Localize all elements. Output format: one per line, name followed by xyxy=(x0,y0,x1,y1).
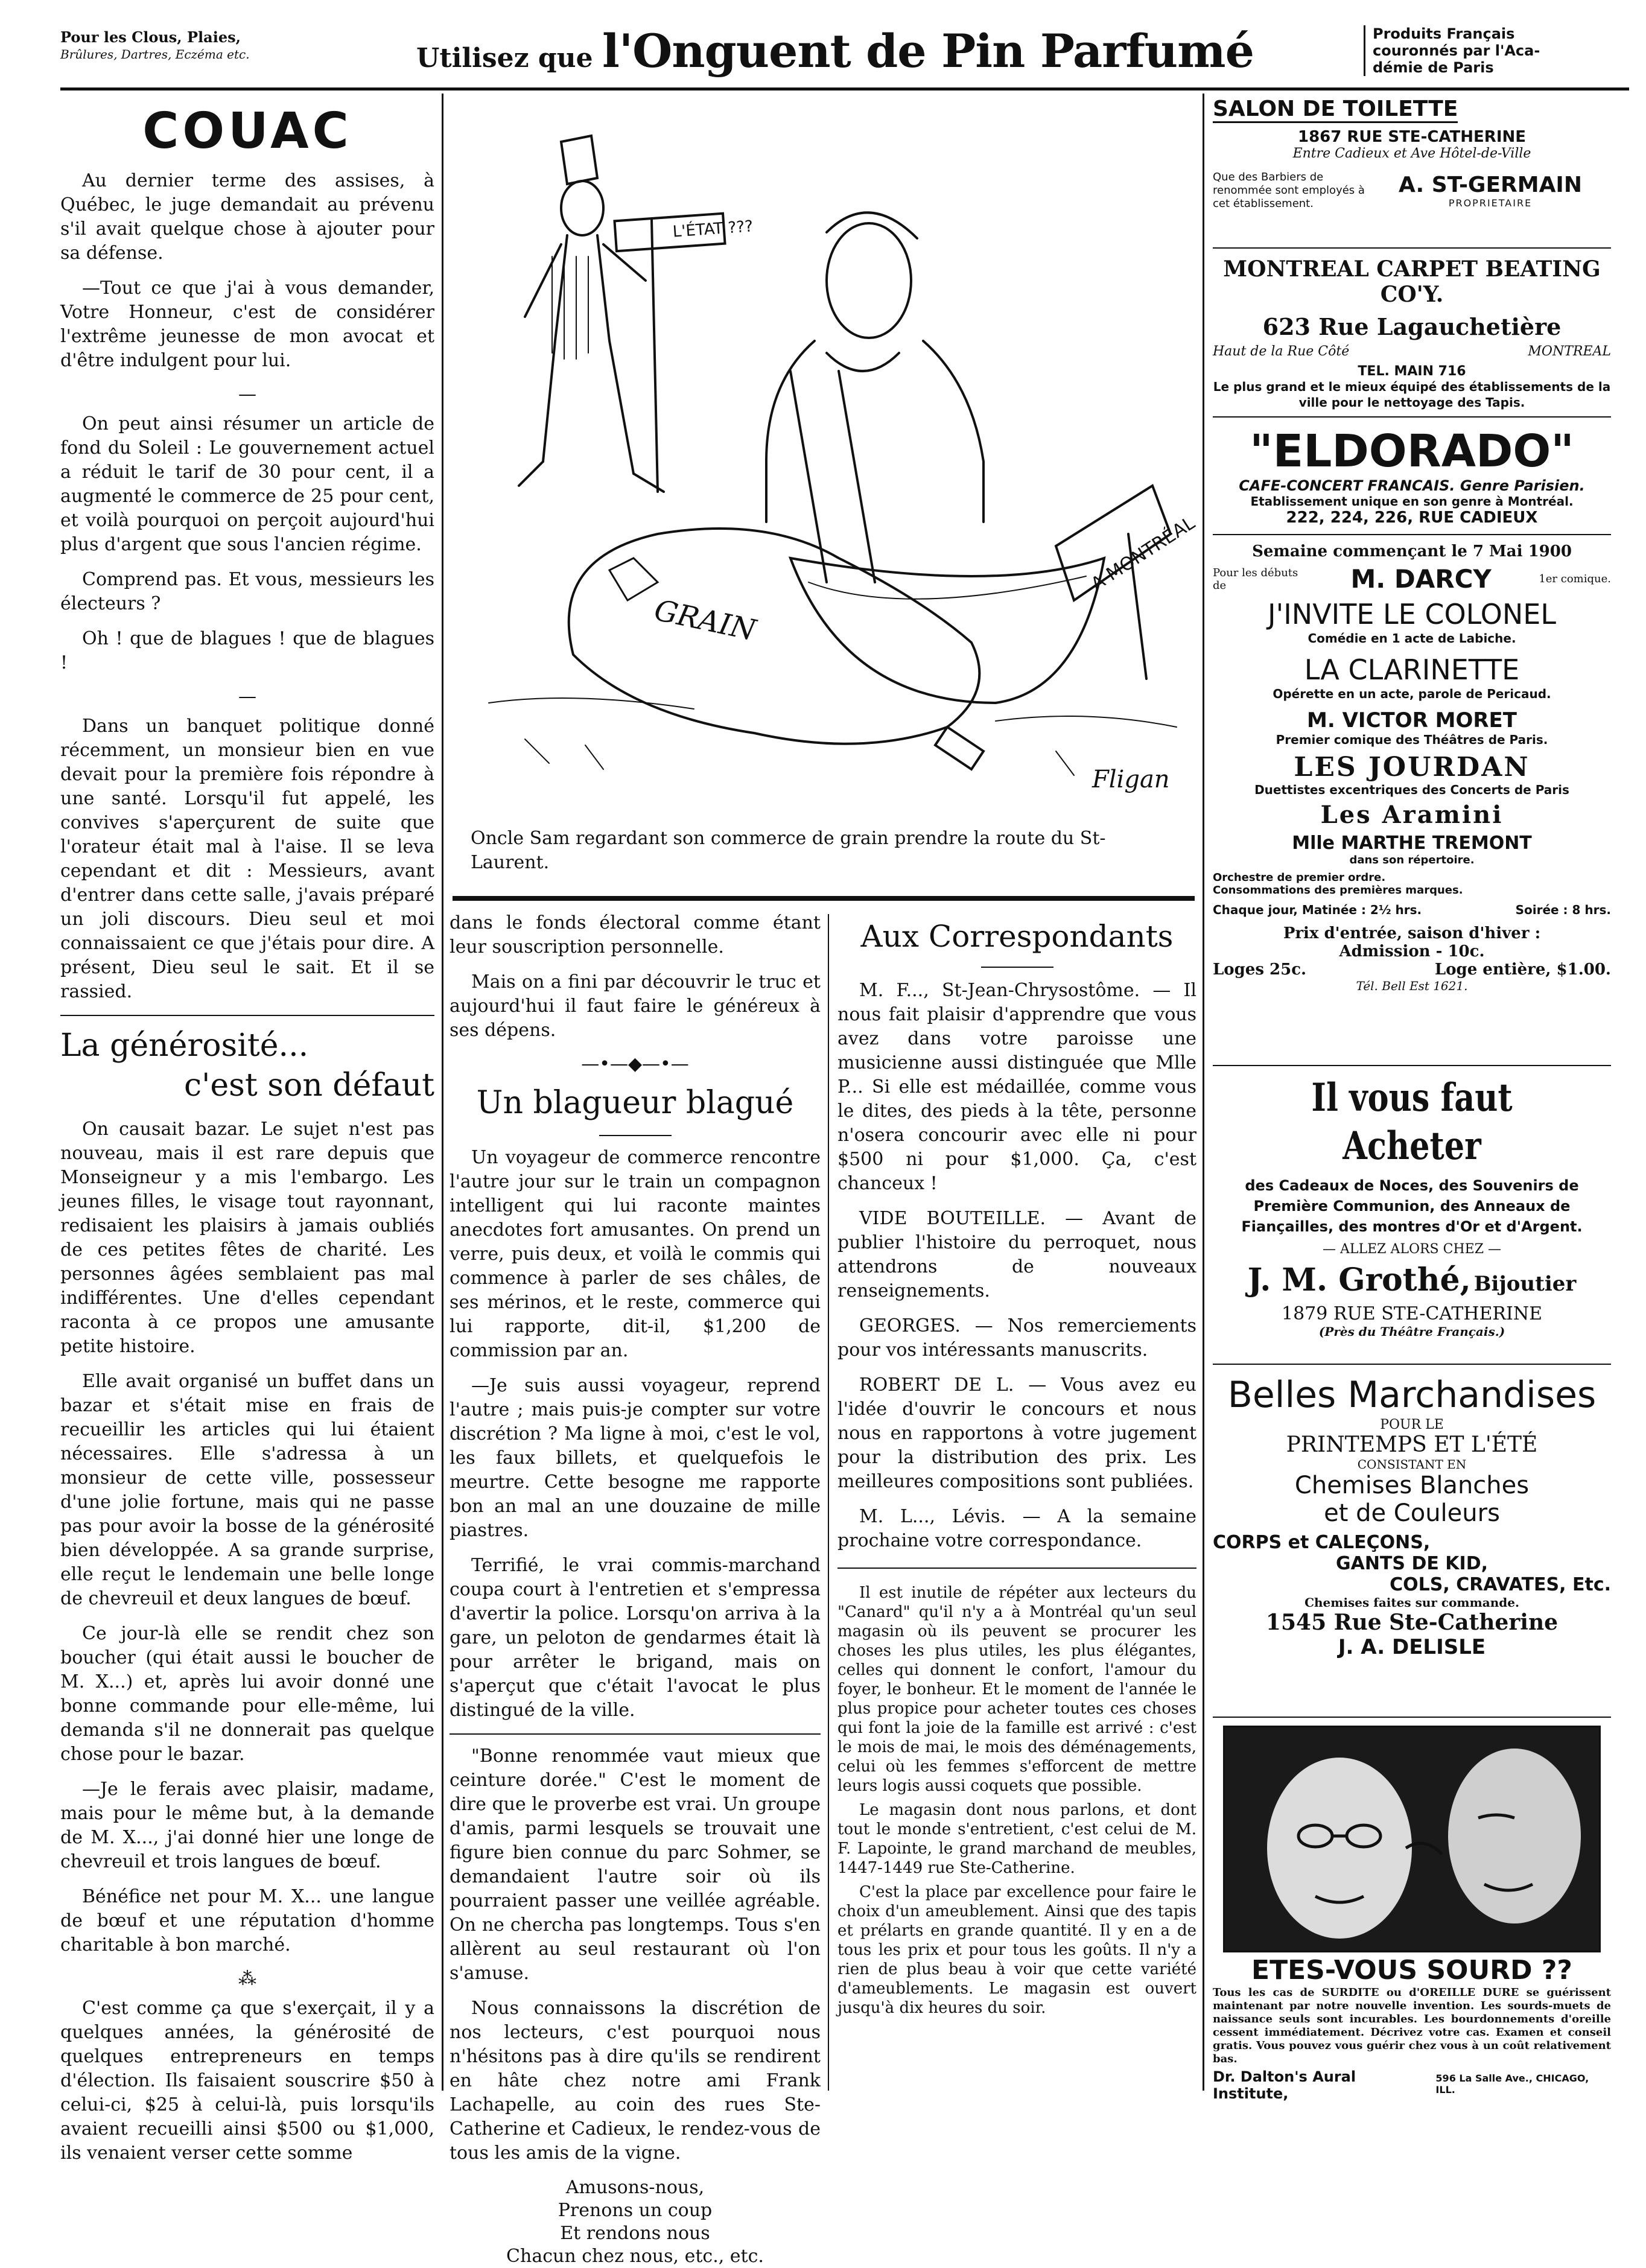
uncle-sam-hat xyxy=(561,136,597,184)
section-rule xyxy=(450,1733,821,1735)
masthead-right-line1: Produits Français xyxy=(1373,25,1515,42)
farmer-head xyxy=(827,223,911,338)
masthead-right xyxy=(1364,25,1638,76)
salon-title: SALON DE TOILETTE xyxy=(1213,97,1458,123)
grothe-near: (Près du Théâtre Français.) xyxy=(1318,1324,1505,1339)
verse-line: Prenons un coup xyxy=(558,2200,713,2221)
generosite-p1: On causait bazar. Le sujet n'est pas nouveau, mais il est rare depuis que Monseigneur y a mis l'embargo. Les jeunes filles, le visage tout rayonnant, redisaient les plaisirs à jamais oubliés de ces petites fêtes de charité. Les personnes âgées semblaient pas mal indifférentes. Une d'elles cependant raconta à ce propos une amusante petite histoire. xyxy=(60,1119,434,1357)
cartoon-grain-label: GRAIN xyxy=(651,593,759,648)
column-3 xyxy=(837,911,1196,2094)
correspondants-p5: M. L..., Lévis. — A la semaine prochaine votre correspondance. xyxy=(837,1506,1196,1551)
eldorado-prices-title: Prix d'entrée, saison d'hiver : xyxy=(1283,924,1541,942)
grothe-allez: — ALLEZ ALORS CHEZ — xyxy=(1323,1242,1501,1257)
couac-p2: —Tout ce que j'ai à vous demander, Votre Honneur, c'est de considérer l'extrême jeunesse de mon avocat et d'être indulgent pour lui. xyxy=(60,278,434,371)
salon-address: 1867 RUE STE-CATHERINE xyxy=(1297,128,1527,146)
ad-sourd xyxy=(1213,1726,1611,2102)
eldorado-tremont: Mlle MARTHE TREMONT xyxy=(1292,833,1532,854)
verse-line: Chacun chez nous, etc., etc. xyxy=(506,2246,764,2267)
salon-between: Entre Cadieux et Ave Hôtel-de-Ville xyxy=(1292,146,1531,161)
grothe-title: Il vous faut Acheter xyxy=(1311,1075,1513,1169)
delisle-line2: et de Couleurs xyxy=(1324,1499,1500,1527)
delisle-season: PRINTEMPS ET L'ÉTÉ xyxy=(1286,1432,1538,1457)
blagueur-title: Un blagueur blagué xyxy=(476,1085,794,1121)
generosite-p2: Elle avait organisé un buffet dans un bazar et s'était mise en frais de recueillir les articles qui lui étaient nécessaires. Elle s'adressa à un monsieur de cette ville, possesseur d'une jolie fortune, mais qui ne passe pas pour avoir la bosse de la générosité bien développée. A sa grande surprise, elle reçut le lendemain une belle longe de chevreuil et deux langues de bœuf. xyxy=(60,1371,434,1609)
cartoon-montreal-label: A MONTRÉAL xyxy=(1087,512,1199,596)
blagueur-p5: Nous connaissons la discrétion de nos lecteurs, c'est pourquoi nous n'hésitons pas à dire qu'ils se rendirent en hâte chez notre ami Frank Lachapelle, au coin des rues Ste-Catherine et Cadieux, le rendez-vous de tous les amis de la vigne. xyxy=(450,1998,821,2164)
column-rule-3 xyxy=(828,914,829,2091)
sourd-title: ETES-VOUS SOURD ?? xyxy=(1251,1955,1572,1986)
generosite-p3: Ce jour-là elle se rendit chez son boucher (qui était aussi le boucher de M. X...) et, après lui avoir donné une bonne commande pour elle-même, lui demanda s'il ne donnerait pas quelque chose pour le bazar. xyxy=(60,1623,434,1765)
verse-line: Amusons-nous, xyxy=(565,2177,705,2198)
cartoon-illustration xyxy=(453,100,1199,824)
section-rule xyxy=(837,1568,1196,1569)
eldorado-admission: Admission - 10c. xyxy=(1339,942,1485,961)
cartoon-caption: Oncle Sam regardant son commerce de grain prendre la route du St-Laurent. xyxy=(471,828,1106,873)
eldorado-aramini: Les Aramini xyxy=(1320,801,1504,829)
sourd-name: Dr. Dalton's Aural Institute, xyxy=(1213,2068,1356,2102)
masthead-right-line3: démie de Paris xyxy=(1373,59,1494,76)
section-rule xyxy=(981,967,1053,968)
uncle-sam-head xyxy=(561,181,603,235)
correspondants-p3: GEORGES. — Nos remerciements pour vos intéressants manuscrits. xyxy=(837,1315,1196,1361)
eldorado-jourdan-sub: Duettistes excentriques des Concerts de Paris xyxy=(1254,783,1569,797)
section-rule xyxy=(60,1015,434,1016)
sourd-body: Tous les cas de SURDITE ou d'OREILLE DURE se guérissent maintenant par notre nouvelle invention. Les sourds-muets de naissance seuls sont incurables. Les bourdonnements d'oreille cessent immédiatement. Décrivez votre cas. Examen et conseil gratis. Vous pouvez vous guérir chez vous à un coût relativement bas. xyxy=(1213,1986,1611,2065)
couac-p6: Dans un banquet politique donné récemment, un monsieur bien en vue devait pour la première fois répondre à une santé. Lorsqu'il fut appelé, les convives s'aperçurent de suite que l'orateur était mal à l'aise. Il se leva cependant et dit : Messieurs, avant d'entrer dans cette salle, j'avais préparé un joli discours. Dieu seul et moi connaissaient ce que j'étais pour dire. A présent, Dieu seul le sait. Et il se rassied. xyxy=(60,716,434,1002)
sourd-address: 596 La Salle Ave., CHICAGO, ILL. xyxy=(1435,2073,1589,2095)
verse-line: Et rendons nous xyxy=(560,2223,710,2244)
delisle-line1: Chemises Blanches xyxy=(1294,1472,1530,1499)
separator: — xyxy=(238,384,256,405)
delisle-consist: CONSISTANT EN xyxy=(1357,1457,1467,1472)
carpet-city: MONTREAL xyxy=(1528,344,1611,359)
grain-bag xyxy=(569,529,980,744)
asterism: ⁂ xyxy=(238,1968,256,1989)
paddle xyxy=(790,371,875,582)
eldorado-debut-right: 1er comique. xyxy=(1539,573,1611,585)
blagueur-p3: Terrifié, le vrai commis-marchand coupa court à l'entretien et s'empressa d'avertir la police. Lorsqu'on arriva à la gare, un peloton de gendarmes était là pour arrêter le brigand, mais on s'aperçut que c'était l'avocat le plus distingué de la ville. xyxy=(450,1555,821,1721)
cartoon-signature: Fligan xyxy=(1092,766,1170,793)
sign-post xyxy=(652,220,658,492)
eldorado-orch1: Orchestre de premier ordre. xyxy=(1213,871,1386,884)
lapointe-article xyxy=(837,1583,1196,2018)
col2-p2: Mais on a fini par découvrir le truc et aujourd'hui il faut faire le généreux à ses dépens. xyxy=(450,971,821,1041)
column-2 xyxy=(450,911,821,2267)
couac-p4: Comprend pas. Et vous, messieurs les électeurs ? xyxy=(60,569,434,614)
couac-p5: Oh ! que de blagues ! que de blagues ! xyxy=(60,628,434,673)
generosite-title-2: c'est son défaut xyxy=(183,1067,434,1104)
verse xyxy=(450,2176,821,2268)
grothe-desc: des Cadeaux de Noces, des Souvenirs de Première Communion, des Anneaux de Fiançailles, des montres d'Or et d'Argent. xyxy=(1241,1177,1583,1235)
eldorado-week: Semaine commençant le 7 Mai 1900 xyxy=(1252,542,1572,561)
separator: — xyxy=(238,686,256,707)
masthead-main: l'Onguent de Pin Parfumé xyxy=(602,24,1254,78)
sourd-illustration xyxy=(1223,1726,1601,1952)
column-1 xyxy=(60,103,434,2164)
correspondants-title: Aux Correspondants xyxy=(860,919,1174,954)
ad-salon xyxy=(1213,97,1611,249)
delisle-line5: COLS, CRAVATES, Etc. xyxy=(1390,1574,1611,1595)
carpet-title: MONTREAL CARPET BEATING CO'Y. xyxy=(1223,256,1601,307)
farmer-hat xyxy=(827,212,917,238)
eldorado-play1-sub: Comédie en 1 acte de Labiche. xyxy=(1308,631,1516,646)
eldorado-sub: CAFE-CONCERT FRANCAIS. Genre Parisien. xyxy=(1239,477,1585,494)
correspondants-p1: M. F..., St-Jean-Chrysostôme. — Il nous fait plaisir d'apprendre que vous avez dans votre paroisse une musicienne aussi distinguée que Mlle P... Si elle est médaillée, comme vous le dites, des pieds à la tête, personne n'osera concourir avec elle ni pour $500 ni pour $1,000. Ça, c'est chanceux ! xyxy=(837,980,1196,1194)
eldorado-jourdan: LES JOURDAN xyxy=(1294,752,1530,783)
eldorado-debut-left: Pour les débuts de xyxy=(1213,566,1298,592)
delisle-name: J. A. DELISLE xyxy=(1338,1635,1486,1659)
carpet-desc: Le plus grand et le mieux équipé des établissements de la ville pour le nettoyage des Tapis. xyxy=(1213,380,1611,410)
lapointe-p3: C'est la place par excellence pour faire le choix d'un ameublement. Ainsi que des tapis et prélarts en grande quantité. Il y en a de tous les prix et pour tous les goûts. Il n'y a rien de plus beau à voir que cette variété d'ameublements. Le magasin est ouvert jusqu'à dix heures du soir. xyxy=(837,1883,1196,2017)
blagueur-p1: Un voyageur de commerce rencontre l'autre jour sur le train un compagnon intelligent qui lui raconte maintes anecdotes fort amusantes. On prend un verre, puis deux, et voilà le commis qui commence à parler de ses châles, de ses mérinos, et le reste, commerce qui lui rapporte, dit-il, $1,200 de commission par an. xyxy=(450,1147,821,1361)
eldorado-line1: Etablissement unique en son genre à Montréal. xyxy=(1250,494,1574,509)
ad-delisle xyxy=(1213,1373,1611,1718)
eldorado-tel: Tél. Bell Est 1621. xyxy=(1356,979,1468,993)
grothe-name: J. M. Grothé, xyxy=(1247,1262,1471,1298)
delisle-line6: Chemises faites sur commande. xyxy=(1304,1595,1519,1610)
couac-title: COUAC xyxy=(142,103,352,160)
ad-carpet xyxy=(1213,256,1611,418)
eldorado-debut-name: M. DARCY xyxy=(1350,564,1492,594)
masthead-title xyxy=(416,24,1370,78)
delisle-pour: POUR LE xyxy=(1380,1417,1444,1432)
masthead-prefix: Utilisez que xyxy=(416,43,602,74)
couac-p3: On peut ainsi résumer un article de fond du Soleil : Le gouvernement actuel a réduit le tarif de 30 pour cent, il a augmenté le commerce de 25 pour cent, et voilà pourquoi on perçoit aujourd'hui plus d'argent que sous l'ancien régime. xyxy=(60,413,434,555)
ad-rule xyxy=(1213,534,1611,535)
blagueur-p4: "Bonne renommée vaut mieux que ceinture dorée." C'est le moment de dire que le proverbe est vrai. Un groupe d'amis, parmi lesquels se trouvait une figure bien connue du parc Sohmer, se demandaient l'autre soir où ils pourraient passer une veillée agréable. On ne chercha pas longtemps. Tous s'en allèrent au seul restaurant où l'on s'amuse. xyxy=(450,1745,821,1984)
generosite-p4: —Je le ferais avec plaisir, madame, mais pour le même but, à la demande de M. X..., j'ai donné hier une longe de chevreuil et trois langues de bœuf. xyxy=(60,1779,434,1872)
eldorado-title: "ELDORADO" xyxy=(1250,425,1574,477)
lapointe-p2: Le magasin dont nous parlons, et dont tout le monde s'entretient, c'est celui de M. F. Lapointe, le grand marchand de meubles, 1447-1449 rue Ste-Catherine. xyxy=(837,1801,1196,1877)
delisle-line4: GANTS DE KID, xyxy=(1335,1553,1488,1574)
carpet-address: 623 Rue Lagauchetière xyxy=(1262,313,1562,340)
cartoon-rule xyxy=(453,896,1195,901)
boat xyxy=(790,558,1104,703)
cartoon-sign-top-text: L'ÉTAT ??? xyxy=(672,217,754,241)
eldorado-tremont-sub: dans son répertoire. xyxy=(1349,854,1475,866)
generosite-p5: Bénéfice net pour M. X... une langue de bœuf et une réputation d'homme charitable à bon marché. xyxy=(60,1886,434,1955)
ornament: —•—◆—•— xyxy=(581,1053,689,1075)
ad-eldorado xyxy=(1213,425,1611,1066)
delisle-address: 1545 Rue Ste-Catherine xyxy=(1265,1610,1559,1635)
grothe-role: Bijoutier xyxy=(1473,1272,1577,1296)
generosite-title-1: La générosité... xyxy=(60,1028,309,1064)
masthead-left xyxy=(60,29,362,63)
eldorado-loges-right: Loge entière, $1.00. xyxy=(1434,961,1611,979)
correspondants-p2: VIDE BOUTEILLE. — Avant de publier l'histoire du perroquet, nous attendrons de nouveaux renseignements. xyxy=(837,1208,1196,1301)
delisle-line3: CORPS et CALEÇONS, xyxy=(1213,1532,1431,1553)
eldorado-line2: 222, 224, 226, RUE CADIEUX xyxy=(1286,509,1538,527)
uncle-sam-arms xyxy=(525,244,646,317)
carpet-left: Haut de la Rue Côté xyxy=(1213,344,1350,359)
eldorado-artist-sub: Premier comique des Théâtres de Paris. xyxy=(1276,732,1548,747)
salon-role: PROPRIETAIRE xyxy=(1448,197,1533,209)
lapointe-p1: Il est inutile de répéter aux lecteurs du "Canard" qu'il n'y a à Montréal qu'un seul magasin où ils peuvent se procurer les choses les plus utiles, les plus élégantes, celles qui donnent le confort, l'amour du foyer, le bonheur. Et le moment de l'année le plus propice pour acheter toutes ces choses qui font la joie de la famille est arrivé : c'est le mois de mai, le mois des déménagements, celui où les femmes s'efforcent de mettre leurs logis aussi coquets que possible. xyxy=(837,1584,1196,1795)
salon-name: A. ST-GERMAIN xyxy=(1399,173,1582,197)
eldorado-play2-sub: Opérette en un acte, parole de Pericaud. xyxy=(1273,687,1551,701)
eldorado-play2: LA CLARINETTE xyxy=(1304,653,1520,686)
eldorado-orch2: Consommations des premières marques. xyxy=(1213,884,1463,897)
column-rule-1 xyxy=(442,94,443,2091)
delisle-title: Belles Marchandises xyxy=(1227,1374,1597,1416)
column-rule-2 xyxy=(1203,94,1204,2091)
cartoon-frame xyxy=(453,100,1199,884)
blagueur-p2: —Je suis aussi voyageur, reprend l'autre ; mais puis-je compter sur votre discrétion ? Ma ligne à moi, c'est le vol, les faux billets, et quelquefois le meurtre. Cette besogne me rapporte bon an mal an une douzaine de mille piastres. xyxy=(450,1375,821,1541)
correspondants-p4: ROBERT DE L. — Vous avez eu l'idée d'ouvrir le concours et nous nous en rapportons à votre jugement pour la distribution des prix. Les meilleures compositions sont publiées. xyxy=(837,1374,1196,1492)
masthead-left-line1: Pour les Clous, Plaies, xyxy=(60,28,241,46)
grothe-address: 1879 RUE STE-CATHERINE xyxy=(1282,1303,1542,1324)
masthead-right-line2: couronnés par l'Aca- xyxy=(1373,42,1540,59)
generosite-p6: C'est comme ça que s'exerçait, il y a quelques années, la générosité de quelques entrepreneurs en temps d'élection. Ils faisaient souscrire $50 à celui-ci, $25 à celui-là, puis lorsqu'ils avaient recueilli ainsi $500 ou $1,000, ils venaient verser cette somme xyxy=(60,1998,434,2164)
eldorado-play1: J'INVITE LE COLONEL xyxy=(1268,598,1556,631)
masthead-left-line2: Brûlures, Dartres, Eczéma etc. xyxy=(60,47,250,62)
ad-grothe xyxy=(1213,1074,1611,1365)
eldorado-hours-right: Soirée : 8 hrs. xyxy=(1515,903,1611,917)
col2-p1: dans le fonds électoral comme étant leur souscription personnelle. xyxy=(450,912,821,958)
eldorado-hours-left: Chaque jour, Matinée : 2½ hrs. xyxy=(1213,903,1422,917)
eldorado-artist: M. VICTOR MORET xyxy=(1307,708,1517,732)
masthead-rule xyxy=(60,87,1629,91)
carpet-tel: TEL. MAIN 716 xyxy=(1358,364,1466,379)
salon-left: Que des Barbiers de renommée sont employés à cet établissement. xyxy=(1213,171,1365,210)
eldorado-loges-left: Loges 25c. xyxy=(1213,961,1307,979)
couac-p1: Au dernier terme des assises, à Québec, le juge demandait au prévenu s'il avait quelque chose à ajouter pour sa défense. xyxy=(60,170,434,264)
section-rule xyxy=(599,1135,672,1136)
